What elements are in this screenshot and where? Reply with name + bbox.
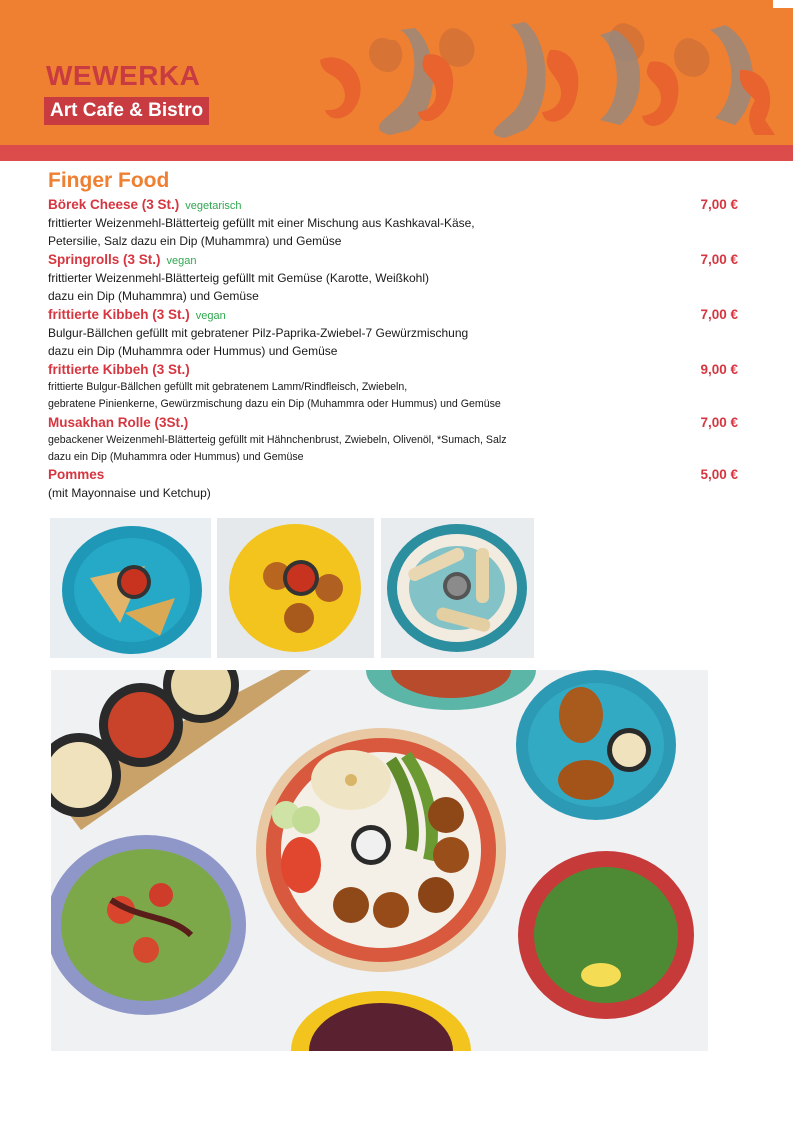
corner-mark — [773, 0, 793, 8]
item-diet-tag: vegan — [195, 310, 226, 322]
food-photo-kibbeh — [217, 518, 374, 658]
menu-item — [48, 466, 738, 502]
item-description: dazu ein Dip (Muhammra) und Gemüse — [48, 289, 259, 303]
item-name: frittierte Kibbeh (3 St.) — [48, 362, 190, 377]
item-name: Börek Cheese (3 St.) — [48, 197, 180, 212]
item-description: Petersilie, Salz dazu ein Dip (Muhammra) und Gemüse — [48, 234, 342, 248]
item-description: dazu ein Dip (Muhammra oder Hummus) und Gemüse — [48, 344, 338, 358]
item-description: gebackener Weizenmehl-Blätterteig gefüllt mit Hähnchenbrust, Zwiebeln, Olivenöl, *Sumach, Salz — [48, 434, 507, 446]
menu-item — [48, 196, 738, 250]
item-price: 7,00 € — [700, 252, 738, 267]
item-diet-tag: vegan — [166, 255, 197, 267]
calligraphy-decoration — [300, 0, 793, 145]
item-description: Bulgur-Bällchen gefüllt mit gebratener Pilz-Paprika-Zwiebel-7 Gewürzmischung — [48, 326, 469, 340]
menu-item — [48, 251, 738, 305]
menu-item — [48, 306, 738, 360]
item-name: frittierte Kibbeh (3 St.) — [48, 307, 190, 322]
item-price: 7,00 € — [700, 197, 738, 212]
item-description: frittierter Weizenmehl-Blätterteig gefüllt mit einer Mischung aus Kashkaval-Käse, — [48, 216, 475, 230]
item-description: frittierte Bulgur-Bällchen gefüllt mit gebratenem Lamm/Rindfleisch, Zwiebeln, — [48, 381, 408, 393]
item-name: Musakhan Rolle (3St.) — [48, 415, 189, 430]
item-price: 7,00 € — [700, 415, 738, 430]
item-name: Pommes — [48, 467, 105, 482]
item-diet-tag: vegetarisch — [185, 200, 242, 212]
header-banner — [0, 0, 793, 145]
food-photo-mezze-spread — [51, 670, 708, 1051]
item-name: Springrolls (3 St.) — [48, 252, 161, 267]
food-photo-borek — [50, 518, 211, 658]
item-description: frittierter Weizenmehl-Blätterteig gefüllt mit Gemüse (Karotte, Weißkohl) — [48, 271, 430, 285]
menu-item — [48, 361, 738, 413]
item-price: 7,00 € — [700, 307, 738, 322]
header-stripe — [0, 145, 793, 161]
item-price: 9,00 € — [700, 362, 738, 377]
item-price: 5,00 € — [700, 467, 738, 482]
menu-item — [48, 414, 738, 466]
food-photo-springrolls — [381, 518, 534, 658]
item-description: (mit Mayonnaise und Ketchup) — [48, 486, 211, 500]
item-description: gebratene Pinienkerne, Gewürzmischung dazu ein Dip (Muhammra oder Hummus) und Gemüse — [48, 398, 501, 410]
item-description: dazu ein Dip (Muhammra oder Hummus) und Gemüse — [48, 451, 304, 463]
brand-subtitle: Art Cafe & Bistro — [44, 97, 209, 125]
section-title: Finger Food — [48, 169, 170, 192]
brand-title: WEWERKA — [46, 60, 201, 91]
